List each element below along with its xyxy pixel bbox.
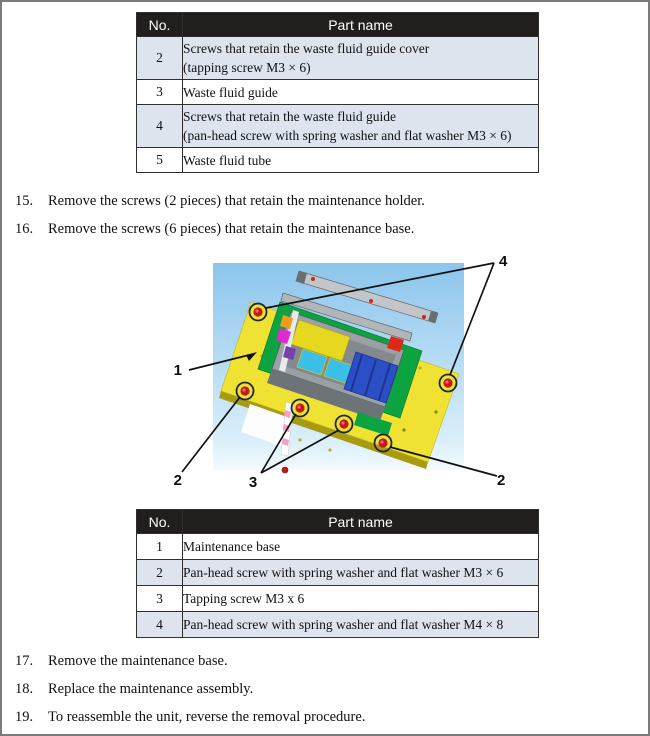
callout-label-2-left: 2	[173, 472, 182, 489]
parts-table-waste-fluid	[136, 12, 539, 173]
step-text: Replace the maintenance assembly.	[48, 681, 254, 697]
column-header-no: No.	[137, 13, 183, 37]
part-name-cell	[183, 80, 539, 105]
part-name-cell	[183, 148, 539, 173]
callout-label-3: 3	[248, 474, 258, 491]
part-name: Pan-head screw with spring washer and flat washer M4 × 8	[183, 617, 504, 632]
part-name-cell	[183, 612, 539, 638]
part-name: Maintenance base	[183, 539, 281, 554]
step-number: 16.	[15, 221, 34, 237]
step-text: Remove the maintenance base.	[48, 653, 228, 669]
step-text: Remove the screws (6 pieces) that retain the maintenance base.	[48, 221, 415, 237]
part-detail: (pan-head screw with spring washer and flat washer M3 × 6)	[183, 128, 512, 143]
table-header-row	[137, 13, 539, 37]
instruction-step-17	[15, 653, 625, 670]
table-header-row	[137, 510, 539, 534]
table-row	[137, 612, 539, 638]
column-header-part-name: Part name	[183, 510, 539, 534]
part-number: 5	[137, 148, 183, 173]
part-name-cell	[183, 37, 539, 80]
part-name: Screws that retain the waste fluid guide cover	[183, 41, 430, 56]
table-row	[137, 586, 539, 612]
part-name-cell	[183, 560, 539, 586]
instruction-step-16	[15, 221, 625, 238]
callout-label-1: 1	[173, 362, 182, 379]
table-row	[137, 534, 539, 560]
part-number: 4	[137, 612, 183, 638]
column-header-no: No.	[137, 510, 183, 534]
part-name: Screws that retain the waste fluid guide	[183, 109, 396, 124]
instruction-step-19	[15, 709, 625, 726]
part-name: Pan-head screw with spring washer and flat washer M3 × 6	[183, 565, 504, 580]
part-name-cell	[183, 105, 539, 148]
part-number: 1	[137, 534, 183, 560]
part-number: 4	[137, 105, 183, 148]
part-name-cell	[183, 586, 539, 612]
parts-table-maintenance-base	[136, 509, 539, 638]
instruction-step-18	[15, 681, 625, 698]
column-header-part-name: Part name	[183, 13, 539, 37]
table-row	[137, 37, 539, 80]
part-number: 3	[137, 80, 183, 105]
part-number: 2	[137, 560, 183, 586]
table-row	[137, 105, 539, 148]
table-row	[137, 560, 539, 586]
step-number: 18.	[15, 681, 34, 697]
part-number: 3	[137, 586, 183, 612]
maintenance-base-figure	[160, 250, 540, 495]
step-number: 15.	[15, 193, 34, 209]
part-name: Waste fluid guide	[183, 84, 278, 100]
step-number: 17.	[15, 653, 34, 669]
part-name-cell	[183, 534, 539, 560]
instruction-step-15	[15, 193, 625, 210]
part-number: 2	[137, 37, 183, 80]
table-row	[137, 148, 539, 173]
callout-label-2-right: 2	[497, 472, 506, 489]
part-name: Tapping screw M3 x 6	[183, 591, 305, 606]
step-text: Remove the screws (2 pieces) that retain the maintenance holder.	[48, 193, 425, 209]
part-detail: (tapping screw M3 × 6)	[183, 60, 311, 75]
callout-label-4: 4	[499, 253, 508, 270]
step-number: 19.	[15, 709, 34, 725]
part-name: Waste fluid tube	[183, 152, 272, 168]
step-text: To reassemble the unit, reverse the removal procedure.	[48, 709, 366, 725]
table-row	[137, 80, 539, 105]
